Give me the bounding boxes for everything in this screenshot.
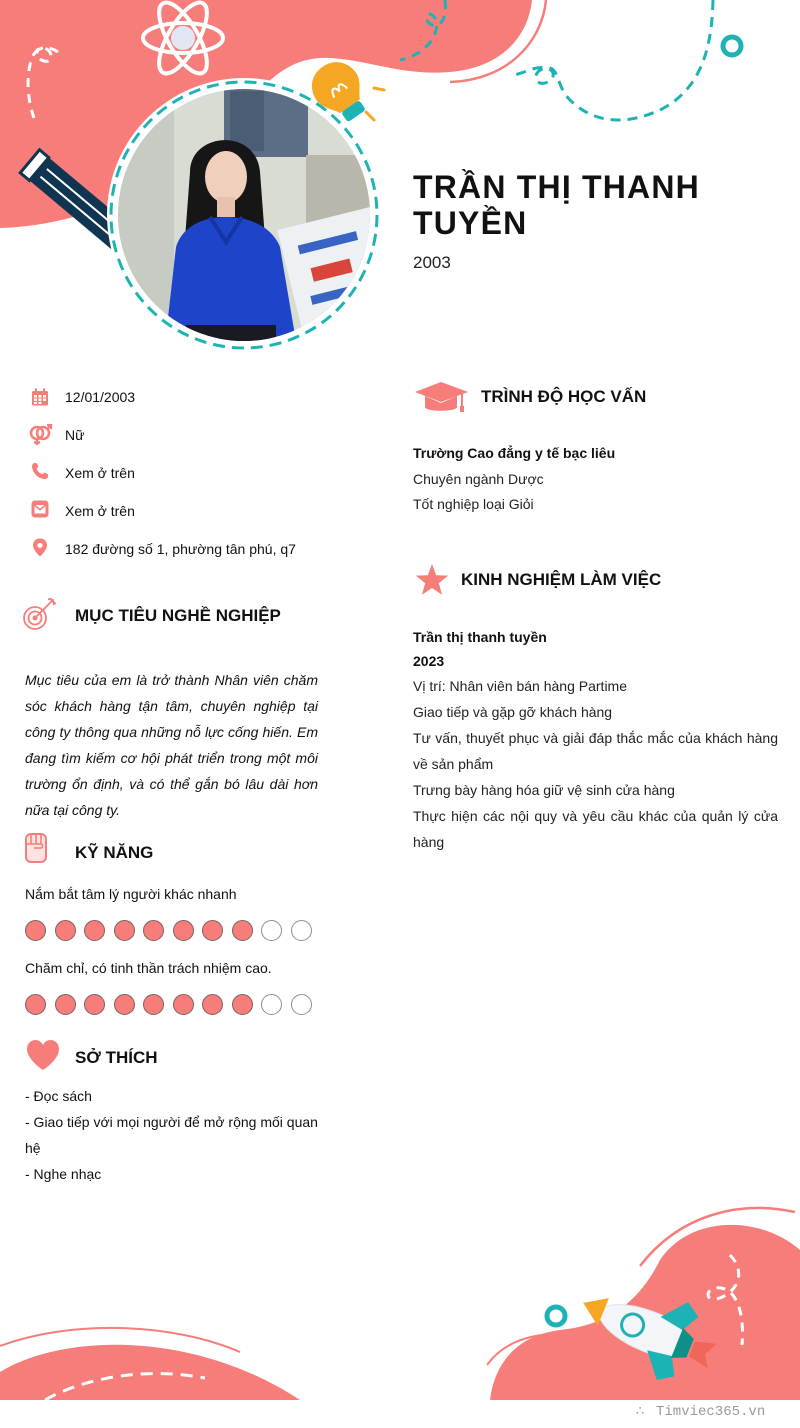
star-icon	[415, 564, 449, 596]
skill-dot-filled	[202, 994, 223, 1015]
list-item: - Giao tiếp với mọi người để mở rộng mối quan hệ	[25, 1114, 318, 1156]
target-icon	[22, 597, 58, 631]
list-item: Trưng bày hàng hóa giữ vệ sinh cửa hàng	[413, 782, 675, 798]
skill-dot-filled	[173, 994, 194, 1015]
hobbies-heading: SỞ THÍCH	[75, 1048, 158, 1067]
footer-blob-right	[487, 1208, 800, 1400]
contact-phone: Xem ở trên	[65, 465, 135, 481]
contact-gender: Nữ	[65, 427, 85, 443]
objective-text: Mục tiêu của em là trở thành Nhân viên chăm sóc khách hàng tận tâm, chuyên nghiệp tại công ty thông qua những nỗ lực cống hiến. Em đang tìm kiếm cơ hội phát triển trong một môi trường ổn định, và có thể gắn bó lâu dài hơn nữa tại công ty.	[25, 672, 318, 818]
list-item: - Nghe nhạc	[25, 1166, 102, 1182]
location-icon	[31, 538, 49, 557]
list-item: Giao tiếp và gặp gỡ khách hàng	[413, 704, 613, 720]
list-item: Vị trí: Nhân viên bán hàng Partime	[413, 678, 628, 694]
skill-dot-filled	[84, 994, 105, 1015]
experience-period: 2023	[413, 653, 445, 669]
ring-icon-bottom	[547, 1307, 565, 1325]
list-item: Thực hiện các nội quy và yêu cầu khác của quản lý cửa hàng	[413, 808, 778, 850]
education-major: Chuyên ngành Dược	[413, 470, 544, 487]
skill-dot-filled	[55, 994, 76, 1015]
phone-icon	[31, 462, 49, 480]
skill-dot-filled	[114, 920, 135, 941]
heart-icon	[25, 1039, 61, 1071]
skill-dot-filled	[84, 920, 105, 941]
skill-dot-filled	[202, 920, 223, 941]
skill-dot-filled	[173, 920, 194, 941]
skill-dot-filled	[232, 994, 253, 1015]
lightbulb-icon	[298, 44, 388, 128]
hobbies-list	[25, 1083, 318, 1187]
skill-dot-empty	[291, 994, 312, 1015]
skill-dot-empty	[261, 994, 282, 1015]
experience-company: Trần thị thanh tuyền	[413, 629, 547, 645]
education-grade: Tốt nghiệp loại Giỏi	[413, 496, 534, 512]
list-item: - Đọc sách	[25, 1088, 92, 1104]
contact-birthdate: 12/01/2003	[65, 389, 136, 405]
calendar-icon	[31, 388, 49, 406]
experience-heading: KINH NGHIỆM LÀM VIỆC	[461, 570, 662, 589]
skill-dot-empty	[291, 920, 312, 941]
contact-address: 182 đường số 1, phường tân phú, q7	[65, 541, 296, 557]
skill-name: Chăm chỉ, có tinh thần trách nhiệm cao.	[25, 960, 272, 976]
skill-rating	[25, 994, 312, 1015]
graduation-cap-icon	[414, 381, 470, 415]
footer-blob-left	[0, 1328, 300, 1400]
email-icon	[31, 500, 49, 518]
skill-dot-filled	[55, 920, 76, 941]
candidate-name: TRẦN THỊ THANH TUYỀN	[413, 169, 700, 241]
watermark-text: Timviec365.vn	[656, 1404, 766, 1420]
skill-dot-filled	[25, 920, 46, 941]
gender-icon	[29, 424, 53, 446]
timviec-logo-icon: ∴	[636, 1404, 645, 1419]
contact-email: Xem ở trên	[65, 503, 135, 519]
skills-heading: KỸ NĂNG	[75, 843, 154, 862]
skill-dot-filled	[25, 994, 46, 1015]
skill-dot-filled	[143, 994, 164, 1015]
skill-name: Nắm bắt tâm lý người khác nhanh	[25, 886, 237, 902]
fist-icon	[24, 832, 48, 864]
list-item: Tư vấn, thuyết phục và giải đáp thắc mắc của khách hàng về sản phẩm	[413, 730, 778, 772]
skill-rating	[25, 920, 312, 941]
skill-dot-filled	[143, 920, 164, 941]
ring-icon-top	[723, 37, 741, 55]
education-heading: TRÌNH ĐỘ HỌC VẤN	[481, 387, 647, 406]
objective-heading: MỤC TIÊU NGHỀ NGHIỆP	[75, 606, 281, 625]
candidate-subtitle: 2003	[413, 253, 451, 272]
dashed-swirl-top-right	[515, 0, 713, 120]
skill-dot-filled	[232, 920, 253, 941]
school-name: Trường Cao đẳng y tế bạc liêu	[413, 445, 616, 461]
education-entry	[413, 441, 778, 518]
skill-dot-empty	[261, 920, 282, 941]
skill-dot-filled	[114, 994, 135, 1015]
experience-entry	[413, 625, 778, 855]
